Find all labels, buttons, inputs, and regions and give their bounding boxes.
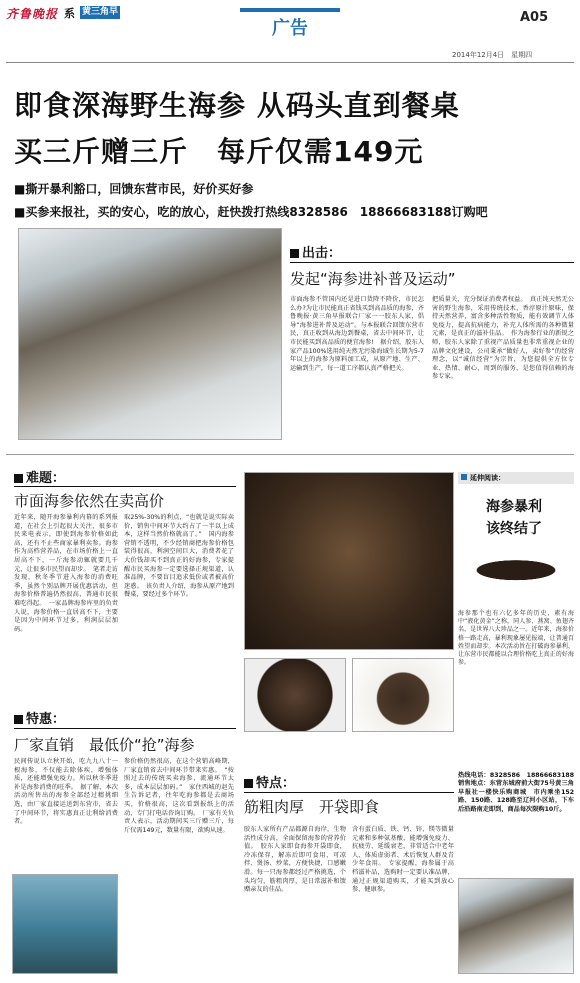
offer-rule: [14, 728, 236, 729]
hard-title: 市面海参依然在卖高价: [14, 492, 165, 510]
hard-body-col1: 近年来，随开海参暴利内幕的系列报道，在社会上引起很大关注，很多市民来电表示，即使到海参价格如此高，还有不止些商家暴利卖参。海参作为高档营养品，在市场价格上一直居高不下，一斤海参动辄就要几千元，让很多市民望而却步。 笔者走访发现，秋冬季节进入海参的消费旺季，虽然个别品牌开展优惠活动，但海参价格普遍仍然很高，普通市民很难吃得起。 一家品牌海参库里的负责人说，海参价格一直居高不下，主要是因为中间环节过多，利润层层加码。: [14, 514, 118, 633]
sea-cucumber-closeup-photo: [244, 658, 346, 732]
attack-body-col1: 市面海参不管国内还是进口货降不降价，市民怎么办?为让市民能真正省钱买到高品质的海参，齐鲁晚报·黄三角早报联合厂家一一胶东人家，倡导“海参进补普及运动”。与本报联合回馈东营市民，真正收到从海边到餐桌，省去中间环节，让市民能买到高品质的便宜海参! 据介绍，胶东人家产品100%选用纯天然无污染海域生长期为5-7年以上的海参为原料加工成，从原产地、生产、运输到生产，每一道工序都认真严格把关。: [290, 296, 424, 372]
headline-line1: 即食深海野生海参 从码头直到餐桌: [14, 89, 460, 122]
offer-title: 厂家直销 最低价“抢”海参: [14, 736, 195, 754]
hotline-info: 热线电话：8328586 18866683188 销售地点：东营东城府前大街75号黄三角早报社一楼快乐购商城 市内乘坐152路、150路、128路至辽河小区站，下车后沿路南走即到，商品每次限购10斤。: [458, 772, 580, 813]
attack-section-tag: 出击：: [290, 242, 341, 261]
masthead-suffix: 系: [64, 7, 75, 20]
newspaper-logo: 齐鲁晚报: [6, 7, 59, 21]
attack-title: 发起“海参进补普及运动”: [290, 270, 456, 288]
page-number: A05: [520, 10, 549, 25]
sea-cucumber-single-photo: [352, 658, 454, 732]
sea-cucumber-pile-photo: [458, 878, 574, 974]
sidebar-sea-cucumber-photo: [462, 546, 570, 590]
attack-body-col2: 把质量关，充分保证消费者权益。 真正纯天然无公害的野生海参，采用传统技术，香淳原汁原味，保持天然营养，富含多种活性物质，能有效调节人体免疫力，提高抗病能力，补充人体所需的各种微量元素，是真正的滋补佳品。 作为海参行业的新锐之师，胶东人家除了重视产品质量也非常重视企业的品牌文化建设，公司秉承“做好人，卖好参”的经营理念，以“诚信经营”为宗旨，为您提供全方位专业、热情、耐心、周到的服务，是您值得信赖的海参专家。: [432, 296, 574, 381]
feature-body-col2: 含有蛋白质、铁、钙、锌、镁等微量元素和多种氨基酸，能增强免疫力、抗疲劳、延缓衰老，非常适合中老年人、体质虚弱者、术后恢复人群及青少年食用。 专家提醒，海参属于高档滋补品，选购时一定要认准品牌，通过正规渠道购买，才能买到放心参、健康参。: [352, 826, 454, 894]
hard-body-col2: 取25%-30%的利点，“也就是说实际卖价，销售中间环节大约占了一半以上成本，这样当然价格就高了。” 国内海参营销不透明，不少经销商把海参价格包装得很高，利润空间巨大，消费者花了大价钱却买不到真正的好海参，专家提醒市民买海参一定要选择正规渠道，认准品牌，不要盲目追求低价或者被高价迷惑。 该负责人介绍，海参从原产地到餐桌，要经过多个环节。: [124, 514, 234, 599]
offer-body-col2: 参价格仍然很高，在这个营销高峰期，厂家直销省去中间环节带来实惠。 “按照过去的传统买卖海参，流通环节太多，成本层层加码。” 家住西城的赵先生告诉记者，往年吃海参都是去商场买，价格很高，这次看到报纸上的活动，专门打电话咨询订购。 厂家有关负责人表示，活动期间买三斤赠三斤，每斤仅需149元，数量有限，欲购从速。: [124, 758, 234, 834]
hard-rule: [14, 486, 236, 487]
dateline: 2014年12月4日 星期四: [452, 51, 533, 59]
hard-section-tag: 难题：: [14, 467, 65, 486]
diver-photo: [12, 874, 118, 974]
feature-rule: [244, 792, 454, 793]
feature-body-col1: 胶东人家所有产品都源自海岸，生物活性成分高，全面保留海参的营养价值。 胶东人家即食海参开袋即食，冷冻保存，解冻后即可食用，可凉拌、煲汤、炒菜，方便快捷，口感嫩滑。每一只海参都经过严格挑选，个头均匀，筋粗肉厚，是日常滋补和馈赠亲友的佳品。: [244, 826, 346, 894]
mid-rule: [6, 454, 574, 455]
deck-line2: ■买参来报社，买的安心，吃的放心，赶快拨打热线8328586 18866683188订购吧: [14, 205, 488, 219]
deck-line1: ■撕开暴利豁口，回馈东营市民，好价买好参: [14, 182, 254, 196]
offer-body-col1: 民间传说认立秋开始，吃九九八十一根海参，不仅能去除体疾，增强体质，还能增强免疫力。所以秋冬季进补是海参消费的旺季。 据了解，本次活动所售出的海参全部经过精挑细选，由厂家直接运送到东营市，省去了中间环节，将实惠真正让利给消费者。: [14, 758, 118, 826]
headline-line2: 买三斤赠三斤 每斤仅需149元: [14, 135, 424, 168]
offer-section-tag: 特惠：: [14, 708, 65, 727]
sub-brand-badge: 黄三角早报: [81, 7, 118, 30]
section-bar: [240, 8, 340, 12]
sidebar-body: 海参那个也有六亿多年的历史，素有海中“液化黄金”之称，同人参、燕窝、鱼翅齐名，是世界八大珍品之一。近年来，海参价格一路走高，暴利现象屡见报端，让普通百姓望而却步。本次活动旨在打破海参暴利，让东营市民都能以合理价格吃上真正的好海参。: [458, 610, 574, 667]
feature-title: 筋粗肉厚 开袋即食: [244, 798, 380, 816]
sidebar-title-line2: 该终结了: [486, 521, 542, 537]
sidebar-tag: 延伸阅读：: [458, 472, 574, 484]
sea-cucumber-plate-photo: [244, 472, 454, 650]
section-name: 广告: [272, 18, 308, 39]
sea-cucumber-bags-photo: [18, 228, 282, 440]
top-rule: [6, 62, 574, 63]
attack-rule: [290, 262, 574, 263]
feature-section-tag: 特点：: [244, 772, 295, 791]
sidebar-title-line1: 海参暴利: [486, 499, 542, 515]
